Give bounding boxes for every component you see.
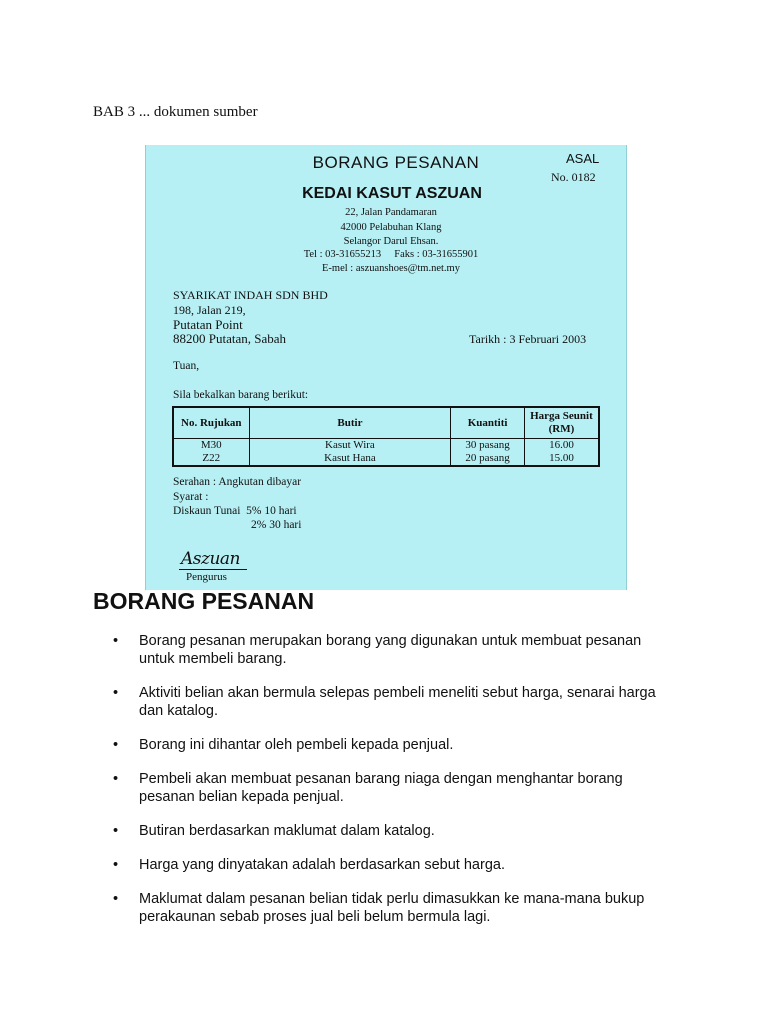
shop-email: E-mel : aszuanshoes@tm.net.my xyxy=(322,263,460,274)
list-item xyxy=(113,736,673,754)
shop-address-line: Selangor Darul Ehsan. xyxy=(343,236,439,247)
table-cell: M30 xyxy=(200,439,222,451)
table-row xyxy=(173,439,599,453)
form-title: BORANG PESANAN xyxy=(312,153,480,172)
order-form-image xyxy=(145,145,627,590)
bullet-list xyxy=(113,632,673,942)
list-item xyxy=(113,890,673,926)
list-item-text: Butiran berdasarkan maklumat dalam katalog. xyxy=(139,823,435,839)
list-item-text: Borang pesanan merupakan borang yang digunakan untuk membuat pesanan untuk membeli barang. xyxy=(139,633,642,667)
salutation: Tuan, xyxy=(173,360,200,372)
shop-phone: Tel : 03-31655213 Faks : 03-31655901 xyxy=(303,249,479,260)
signature: Aszuan xyxy=(181,549,240,569)
recipient-address-line: Putatan Point xyxy=(173,317,243,332)
recipient-address-line: 198, Jalan 219, xyxy=(173,303,246,317)
table-row xyxy=(173,452,599,466)
list-item-text: Borang ini dihantar oleh pembeli kepada penjual. xyxy=(139,737,454,753)
shop-name: KEDAI KASUT ASZUAN xyxy=(302,185,482,202)
table-cell: 30 pasang xyxy=(451,439,525,453)
table-cell: Kasut Wira xyxy=(249,439,451,453)
form-date: Tarikh : 3 Februari 2003 xyxy=(469,332,587,346)
list-item-text: Aktiviti belian akan bermula selepas pembeli meneliti sebut harga, senarai harga dan katalog. xyxy=(139,685,656,719)
column-header: No. Rujukan xyxy=(173,407,249,439)
items-table xyxy=(172,406,600,467)
copy-label: ASAL xyxy=(566,151,600,166)
signatory-title: Pengurus xyxy=(186,571,227,583)
signature-line xyxy=(179,569,247,570)
table-cell: Kasut Hana xyxy=(249,452,451,466)
request-text: Sila bekalkan barang berikut: xyxy=(173,389,309,401)
delivery-terms: Serahan : Angkutan dibayar xyxy=(173,476,302,488)
form-number: No. 0182 xyxy=(551,170,596,184)
recipient-name: SYARIKAT INDAH SDN BHD xyxy=(173,288,328,302)
bullet-icon: • xyxy=(113,823,119,839)
bullet-icon: • xyxy=(113,633,119,649)
bullet-icon: • xyxy=(113,771,119,787)
shop-address-line: 42000 Pelabuhan Klang xyxy=(340,221,442,233)
discount-terms: Diskaun Tunai 5% 10 hari xyxy=(173,505,297,517)
list-item-text: Maklumat dalam pesanan belian tidak perlu dimasukkan ke mana-mana bukup perakaunan sebab proses jual beli belum bermula lagi. xyxy=(139,891,645,925)
terms-label: Syarat : xyxy=(173,491,209,503)
table-cell: 15.00 xyxy=(524,452,599,466)
table-cell: 16.00 xyxy=(524,439,599,453)
list-item xyxy=(113,632,673,668)
list-item xyxy=(113,856,673,874)
table-cell: 20 pasang xyxy=(451,452,525,466)
chapter-title: BAB 3 ... dokumen sumber xyxy=(93,104,258,120)
shop-address-line: 22, Jalan Pandamaran xyxy=(345,207,437,218)
column-header: Harga Seunit (RM) xyxy=(524,407,599,439)
section-heading: BORANG PESANAN xyxy=(93,588,315,614)
bullet-icon: • xyxy=(113,685,119,701)
list-item-text: Pembeli akan membuat pesanan barang niaga dengan menghantar borang pesanan belian kepada penjual. xyxy=(139,771,623,805)
table-cell: Z22 xyxy=(202,452,221,464)
column-header: Butir xyxy=(249,407,451,439)
list-item xyxy=(113,770,673,806)
column-header: Kuantiti xyxy=(451,407,525,439)
table-header-row xyxy=(173,407,599,439)
recipient-address-line: 88200 Putatan, Sabah xyxy=(173,331,287,346)
bullet-icon: • xyxy=(113,857,119,873)
list-item xyxy=(113,822,673,840)
bullet-icon: • xyxy=(113,891,119,907)
bullet-icon: • xyxy=(113,737,119,753)
list-item xyxy=(113,684,673,720)
discount-terms: 2% 30 hari xyxy=(251,519,302,531)
list-item-text: Harga yang dinyatakan adalah berdasarkan sebut harga. xyxy=(139,857,505,873)
